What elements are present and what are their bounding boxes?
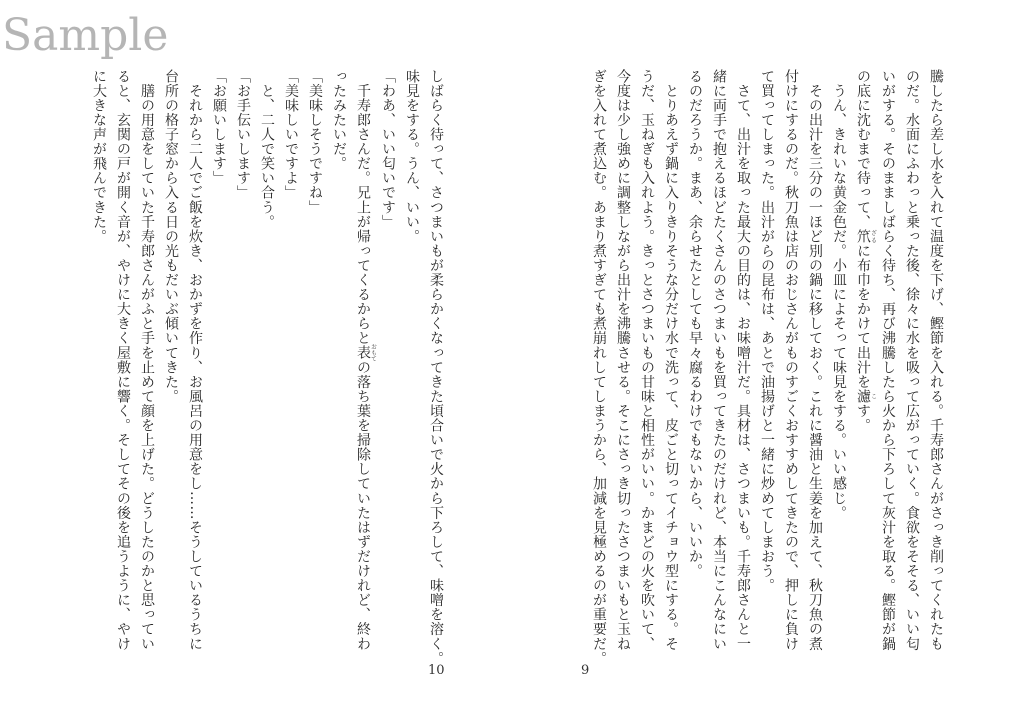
- sample-watermark: Sample: [2, 10, 169, 61]
- text-column: [779, 69, 803, 661]
- text-segment: ったみたいだ。: [331, 69, 347, 171]
- text-segment: うん、きれいな黄金色だ。小皿によそって味見をする。いい感じ。: [831, 69, 847, 521]
- text-segment: に大きな声が飛んできた。: [91, 69, 107, 244]
- page-number-right: 9: [581, 663, 590, 678]
- text-segment: す。: [855, 403, 871, 433]
- text-column: [611, 69, 635, 661]
- text-column: [876, 69, 900, 661]
- text-column: [424, 69, 448, 666]
- text-segment: 「美味しいですよ」: [283, 69, 299, 200]
- text-segment: 「わあ、いい匂いです」: [380, 69, 396, 230]
- text-column: [803, 69, 827, 661]
- text-segment: 膳の用意をしていた千寿郎さんがふと手を止めて顔を上げた。どうしたのかと思ってい: [139, 69, 155, 651]
- ruby-reading: おもて: [369, 343, 377, 362]
- text-segment: ぎを入れて煮込む。あまり煮すぎても煮崩れしてしまうから、加減を見極めるのが重要だ。: [591, 69, 607, 666]
- text-column: [303, 69, 327, 661]
- text-segment: 騰したら差し水を入れて温度を下げ、鰹節を入れる。千寿郎さんがさっき削ってくれたも: [928, 69, 944, 651]
- text-segment: いがする。そのまましばらく待ち、再び沸騰したら火から下ろして灰汁を取る。鰹節が鍋: [880, 69, 896, 651]
- text-column: [207, 69, 231, 661]
- text-segment: しばらく待って、さつまいもが柔らかくなってきた頃合いで火から下ろして、味噌を溶く。: [428, 69, 444, 666]
- text-column: [255, 69, 279, 661]
- text-column: [587, 69, 611, 666]
- text-column: [635, 69, 659, 661]
- text-column: [159, 69, 183, 661]
- ruby-base: 表: [355, 343, 371, 362]
- text-column: [135, 69, 159, 661]
- text-segment: の底に沈むまで待って、: [855, 69, 871, 230]
- text-segment: 付けにするのだ。秋刀魚は店のおじさんがものすごくおすすめしてきたので、押しに負け: [783, 69, 799, 651]
- text-segment: 今度は少し強めに調整しながら出汁を沸騰させる。そこにさっき切ったさつまいもと玉ね: [615, 69, 631, 651]
- text-segment: 「美味しそうですね」: [307, 69, 323, 215]
- text-column: [683, 69, 707, 661]
- page-number-left: 10: [428, 663, 445, 678]
- text-column: [279, 69, 303, 661]
- text-segment: さて、出汁を取った最大の目的は、お味噌汁だ。具材は、さつまいも。千寿郎さんと一: [735, 69, 751, 651]
- ruby-reading: こ: [869, 389, 877, 404]
- text-segment: の落ち葉を掃除していたはずだけれど、終わ: [355, 360, 371, 652]
- text-segment: るのだろうか。まあ、余らせたとしても早々腐るわけでもないから、いいか。: [687, 69, 703, 579]
- ruby-reading: ざる: [869, 229, 877, 244]
- text-segment: に布巾をかけて出汁を: [855, 243, 871, 390]
- ruby-word: [855, 389, 877, 404]
- text-segment: うだ、玉ねぎも入れよう。きっとさつまいもの甘味と相性がいい。かまどの火を吹いて、: [639, 69, 655, 651]
- text-column: [183, 69, 207, 661]
- ruby-base: 笊: [855, 229, 871, 244]
- text-column: [111, 69, 135, 661]
- ruby-base: 濾: [855, 389, 871, 404]
- text-segment: 台所の格子窓から入る日の光もだいぶ傾いてきた。: [163, 69, 179, 404]
- text-segment: 千寿郎さんだ。兄上が帰ってくるからと: [355, 69, 371, 346]
- text-column: [731, 69, 755, 661]
- text-column: [400, 69, 424, 661]
- text-segment: と、二人で笑い合う。: [259, 69, 275, 230]
- text-segment: 緒に両手で抱えるほどたくさんのさつまいもを買ってきたのだけれど、本当にこんなにい: [711, 69, 727, 651]
- text-segment: のだ。水面にふわっと乗った後、徐々に水を吸って広がっていく。食欲をそそる、いい匂: [904, 69, 920, 651]
- text-segment: 「お願いします」: [211, 69, 227, 186]
- text-segment: その出汁を三分の一ほど別の鍋に移しておく。これに醤油と生姜を加えて、秋刀魚の煮: [807, 69, 823, 651]
- text-segment: とりあえず鍋に入りきりそうな分だけ水で洗って、皮ごと切ってイチョウ型にする。そ: [663, 69, 679, 651]
- text-segment: 「お手伝いします」: [235, 69, 251, 200]
- ruby-word: [855, 229, 877, 244]
- text-column: [900, 69, 924, 661]
- text-column: [659, 69, 683, 661]
- text-column: [87, 69, 111, 661]
- ruby-word: [355, 343, 377, 362]
- text-segment: それから二人でご飯を炊き、おかずを作り、お風呂の用意をし……そうしているうちに: [187, 69, 203, 651]
- right-page-text: [586, 69, 948, 666]
- text-segment: 味見をする。うん、いい。: [404, 69, 420, 244]
- text-column: [327, 69, 351, 661]
- text-segment: て買ってしまった。出汁がらの昆布は、あとで油揚げと一緒に炒めてしまおう。: [759, 69, 775, 593]
- left-page-text: [86, 69, 448, 666]
- text-column: [755, 69, 779, 661]
- text-column: [851, 69, 876, 661]
- text-column: [231, 69, 255, 661]
- text-column: [924, 69, 948, 661]
- text-segment: ると、玄関の戸が開く音が、やけに大きく屋敷に響く。そしてその後を追うように、やけ: [115, 69, 131, 651]
- text-column: [827, 69, 851, 661]
- text-column: [707, 69, 731, 661]
- text-column: [376, 69, 400, 661]
- text-column: [351, 69, 376, 661]
